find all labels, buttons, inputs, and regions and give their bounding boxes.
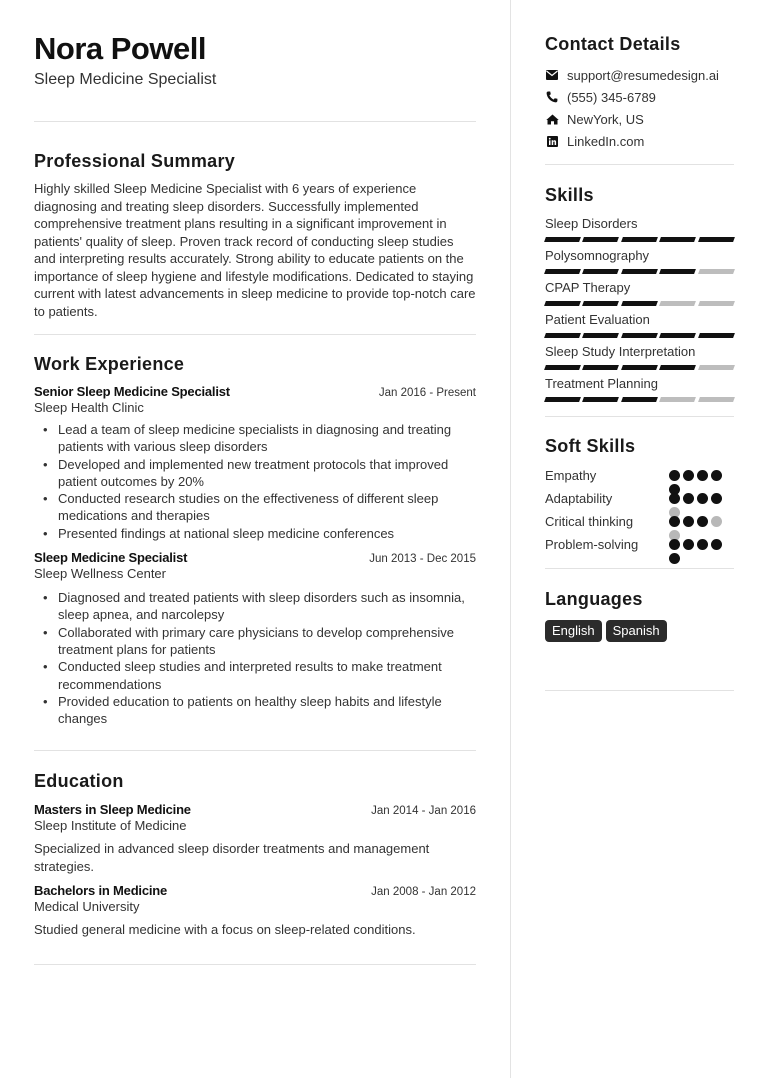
languages-section [545,588,734,691]
rating-dot-filled [669,470,680,481]
contact-phone-text: (555) 345-6789 [567,89,656,105]
rating-dot-filled [683,539,694,550]
soft-skill-name: Empathy [545,468,597,483]
rating-dot-filled [683,516,694,527]
rating-dot-filled [697,516,708,527]
education-desc: Specialized in advanced sleep disorder treatments and management strategies. [34,841,430,874]
rating-dot-filled [669,539,680,550]
skills-heading: Skills [545,185,594,205]
contact-phone[interactable] [545,86,734,108]
candidate-title: Sleep Medicine Specialist [34,71,217,88]
level-segment-filled [659,365,696,370]
level-segment-filled [659,237,696,242]
job-title: Sleep Medicine Specialist [34,550,188,566]
summary-section [34,150,476,320]
education-heading: Education [34,771,124,792]
level-segment-filled [659,269,696,274]
divider [34,334,476,335]
level-segment-filled [582,333,619,338]
job-title: Senior Sleep Medicine Specialist [34,384,230,399]
divider [34,121,476,122]
level-segment-filled [582,365,619,370]
education-date: Jan 2008 - Jan 2012 [371,886,476,899]
phone-icon [545,90,559,104]
contact-linkedin[interactable] [545,130,734,152]
job-date: Jun 2013 - Dec 2015 [369,553,476,566]
skill-level-bar [545,365,734,370]
level-segment-empty [659,301,696,306]
level-segment-filled [544,301,581,306]
job-org: Sleep Health Clinic [34,400,144,415]
envelope-icon [545,68,559,82]
bullet-item: • Provided education to patients on healthy sleep habits and lifestyle changes [43,693,476,728]
soft-skill-name: Adaptability [545,491,613,506]
contact-location [545,108,734,130]
bullet-item: • Conducted sleep studies and interpreted results to make treatment recommendations [43,658,476,693]
level-segment-filled [621,301,658,306]
soft-skill-item [545,536,734,559]
language-tag: Spanish [606,620,667,642]
rating-dot-filled [669,553,680,564]
level-segment-filled [582,237,619,242]
soft-skill-name: Problem-solving [545,537,639,552]
divider [545,568,734,569]
level-segment-filled [698,237,735,242]
skill-item [545,311,734,338]
divider [545,690,734,691]
rating-dot-filled [683,493,694,504]
soft-skill-item [545,490,734,513]
level-segment-empty [698,269,735,274]
divider [34,750,476,751]
linkedin-icon [545,134,559,148]
level-segment-filled [659,333,696,338]
divider [545,416,734,417]
degree: Masters in Sleep Medicine [34,802,191,818]
education-entry [34,883,476,939]
job-date: Jan 2016 - Present [378,387,476,399]
rating-dot-filled [711,539,722,550]
skill-name: Patient Evaluation [545,312,650,327]
level-segment-filled [582,301,619,306]
skill-level-bar [545,333,734,338]
level-segment-empty [659,397,696,402]
level-segment-filled [544,365,581,370]
languages-list [545,620,734,642]
bullet-item: • Conducted research studies on the effectiveness of different sleep medications and therapies [43,490,476,525]
school: Medical University [34,899,140,915]
soft-skill-rating [669,539,727,564]
bullet-item: • Diagnosed and treated patients with sleep disorders such as insomnia, sleep apnea, and narcolepsy [43,589,476,624]
job-org: Sleep Wellness Center [34,566,166,582]
soft-skills-section [545,435,734,569]
level-segment-filled [582,269,619,274]
education-desc: Studied general medicine with a focus on sleep-related conditions. [34,922,416,938]
contact-email[interactable] [545,64,734,86]
soft-skill-item [545,513,734,536]
skills-section [545,184,734,417]
skill-item [545,215,734,242]
bullet-item: • Lead a team of sleep medicine specialists in diagnosing and treating patients with various sleep disorders [43,421,476,456]
skill-item [545,343,734,370]
education-date: Jan 2014 - Jan 2016 [371,805,476,818]
main-column [34,30,476,965]
job-bullets [34,421,476,542]
contact-section [545,33,734,165]
education-entry [34,802,476,875]
skill-item [545,247,734,274]
soft-skills-heading: Soft Skills [545,436,636,456]
bullet-item: • Developed and implemented new treatment protocols that improved patient outcomes by 20% [43,456,476,491]
level-segment-filled [621,397,658,402]
degree: Bachelors in Medicine [34,883,168,899]
school: Sleep Institute of Medicine [34,818,187,834]
experience-heading: Work Experience [34,354,185,374]
skill-level-bar [545,237,734,242]
skill-item [545,375,734,402]
level-segment-filled [582,397,619,402]
level-segment-filled [621,269,658,274]
skill-name: Treatment Planning [545,376,658,391]
soft-skill-item [545,467,734,490]
skill-name: CPAP Therapy [545,280,631,295]
column-divider [510,0,511,1078]
home-icon [545,112,559,126]
experience-section [34,353,476,727]
level-segment-empty [698,301,735,306]
skill-level-bar [545,269,734,274]
skill-name: Polysomnography [545,248,650,263]
summary-heading: Professional Summary [34,151,236,171]
job-entry [34,550,476,727]
soft-skill-name: Critical thinking [545,514,634,529]
skills-list [545,215,734,402]
contact-email-text: support@resumedesign.ai [567,67,719,83]
level-segment-filled [544,269,581,274]
level-segment-empty [698,397,735,402]
education-section [34,770,476,939]
languages-heading: Languages [545,589,643,609]
soft-skills-list [545,467,734,559]
level-segment-filled [621,333,658,338]
rating-dot-filled [697,493,708,504]
divider [545,164,734,165]
sidebar [545,33,734,691]
contact-linkedin-text: LinkedIn.com [567,133,645,149]
level-segment-filled [698,333,735,338]
bullet-item: • Presented findings at national sleep medicine conferences [43,525,476,542]
rating-dot-filled [669,516,680,527]
level-segment-filled [621,365,658,370]
level-segment-empty [698,365,735,370]
rating-dot-filled [669,493,680,504]
skill-level-bar [545,397,734,402]
rating-dot-filled [697,470,708,481]
rating-dot-filled [697,539,708,550]
skill-name: Sleep Study Interpretation [545,344,696,359]
skill-item [545,279,734,306]
level-segment-filled [544,397,581,402]
skill-level-bar [545,301,734,306]
divider [34,964,476,965]
contact-location-text: NewYork, US [567,111,644,127]
candidate-name: Nora Powell [34,31,206,66]
contact-heading: Contact Details [545,34,681,54]
language-tag: English [545,620,602,642]
rating-dot-empty [711,516,722,527]
summary-text: Highly skilled Sleep Medicine Specialist with 6 years of experience diagnosing and treating sleep disorders. Successfully implemented comprehensive treatment plans resulting in a significant improvement in patients' quality of sleep. Proven track record of conducting sleep studies and interpreting results accurately. Strong ability to educate patients on the importance of sleep hygiene and lifestyle modifications. Dedicated to staying current with latest advancements in sleep medicine to provide top-notch care to patients. [34,181,476,319]
rating-dot-filled [711,493,722,504]
level-segment-filled [544,333,581,338]
job-bullets [34,589,476,727]
job-entry [34,384,476,542]
level-segment-filled [544,237,581,242]
rating-dot-filled [683,470,694,481]
bullet-item: • Collaborated with primary care physicians to develop comprehensive treatment plans for patients [43,624,476,659]
level-segment-filled [621,237,658,242]
skill-name: Sleep Disorders [545,216,638,231]
rating-dot-filled [711,470,722,481]
